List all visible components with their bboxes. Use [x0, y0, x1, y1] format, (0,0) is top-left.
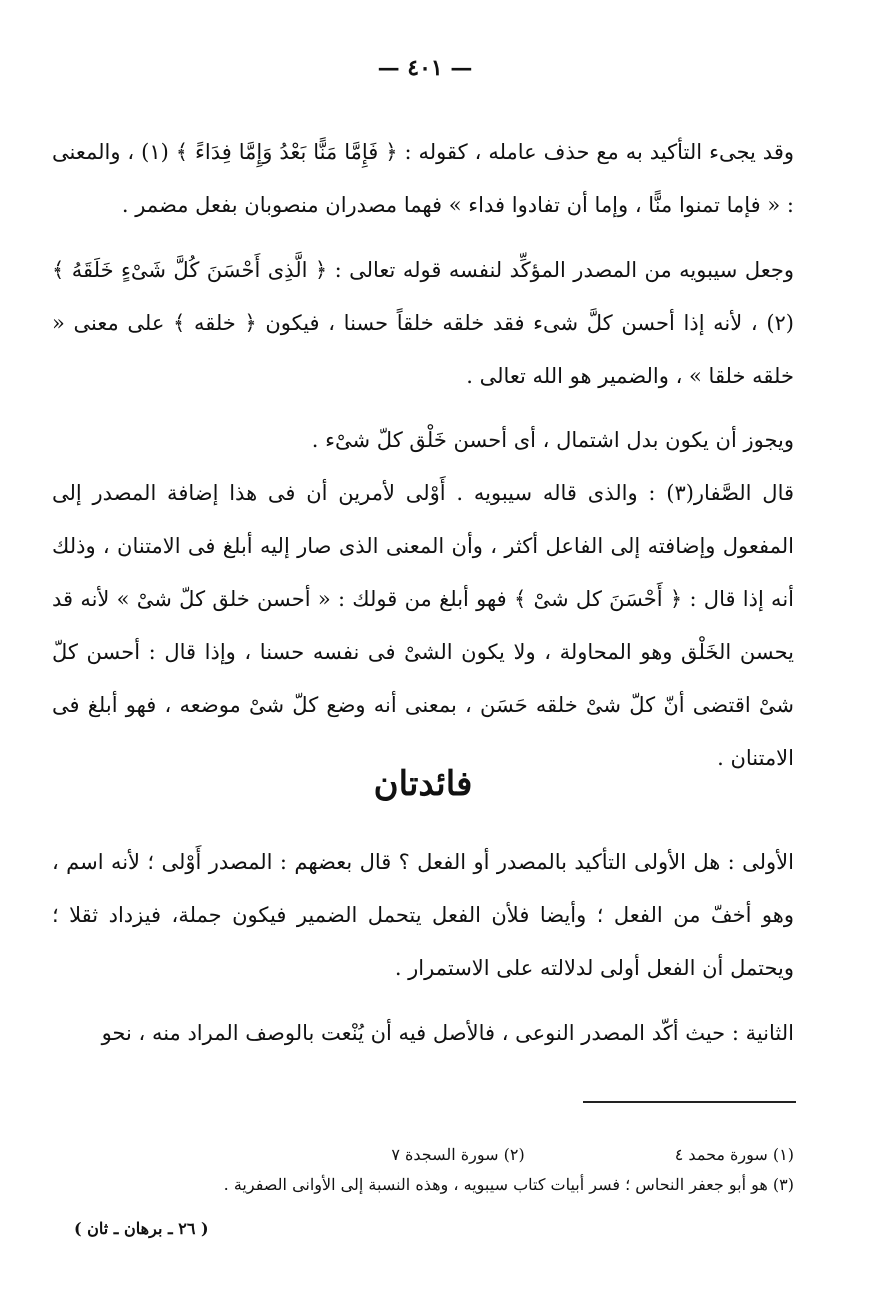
paragraph-first-benefit: الأولى : هل الأولى التأكيد بالمصدر أو الفعل ؟ قال بعضهم : المصدر أَوْلى ؛ لأنه اسم ، وهو أخفّ من الفعل ؛ وأيضا فلأن الفعل يتحمل الضمير فيكون جملة، فيزداد ثقلا ؛ ويحتمل أن الفعل أولى لدلالته على الاستمرار .	[52, 850, 794, 980]
paragraph-saffar-opinion: قال الصَّفار(٣) : والذى قاله سيبويه . أَوْلى لأمرين أن فى هذا إضافة المصدر إلى المفعول وإضافته إلى الفاعل أكثر ، وأن المعنى الذى صار إليه أبلغ فى الامتنان ، وذلك أنه إذا قال : ﴿ أَحْسَنَ كل شىْ ﴾ فهو أبلغ من قولك : « أحسن خلق كلّ شىْ » لأنه قد يحسن الخَلْق وهو المحاولة ، ولا يكون الشىْ فى نفسه حسنا ، وإذا قال : أحسن كلّ شىْ اقتضى أنّ كلّ شىْ خلقه حَسَن ، بمعنى أنه وضع كلّ شىْ موضعه ، فهو أبلغ فى الامتنان .	[52, 481, 795, 770]
paragraph-ellipsis-of-governor: وقد يجىء التأكيد به مع حذف عامله ، كقوله : ﴿ فَإِمَّا مَنًّا بَعْدُ وَإِمَّا فِدَاءً ﴾ (١) ، والمعنى : « فإما تمنوا منًّا ، وإما أن تفادوا فداء » فهما مصدران منصوبان بفعل مضمر .	[52, 140, 795, 217]
footnotes	[100, 1140, 794, 1200]
footnote-3: (٣) هو أبو جعفر النحاس ؛ فسر أبيات كتاب سيبويه ، وهذه النسبة إلى الأوانى الصفرية .	[223, 1175, 794, 1194]
footnote-2: (٢) سورة السجدة ٧	[391, 1145, 525, 1164]
footnote-1: (١) سورة محمد ٤	[674, 1145, 794, 1164]
paragraph-sibawayh-self-emphatic: وجعل سيبويه من المصدر المؤكِّد لنفسه قوله تعالى : ﴿ الَّذِى أَحْسَنَ كُلَّ شَىْءٍ خَلَقَهُ ﴾ (٢) ، لأنه إذا أحسن كلَّ شىء فقد خلقه خلقاً حسنا ، فيكون ﴿ خلقه ﴾ على معنى « خلقه خلقا » ، والضمير هو الله تعالى .	[52, 258, 794, 388]
paragraph-second-benefit: الثانية : حيث أكّد المصدر النوعى ، فالأصل فيه أن يُنْعت بالوصف المراد منه ، نحو	[101, 1021, 794, 1045]
section-heading: فائدتان	[373, 764, 473, 804]
paragraph-inclusion-substitute: ويجوز أن يكون بدل اشتمال ، أى أحسن خَلْق كلّ شىْء .	[311, 428, 794, 452]
page-number: — ٤٠١ —	[377, 55, 473, 81]
footnote-row-1	[100, 1140, 794, 1170]
printer-signature: ( ٢٦ ـ برهان ـ ثان )	[74, 1219, 209, 1238]
footnote-divider	[583, 1101, 796, 1103]
